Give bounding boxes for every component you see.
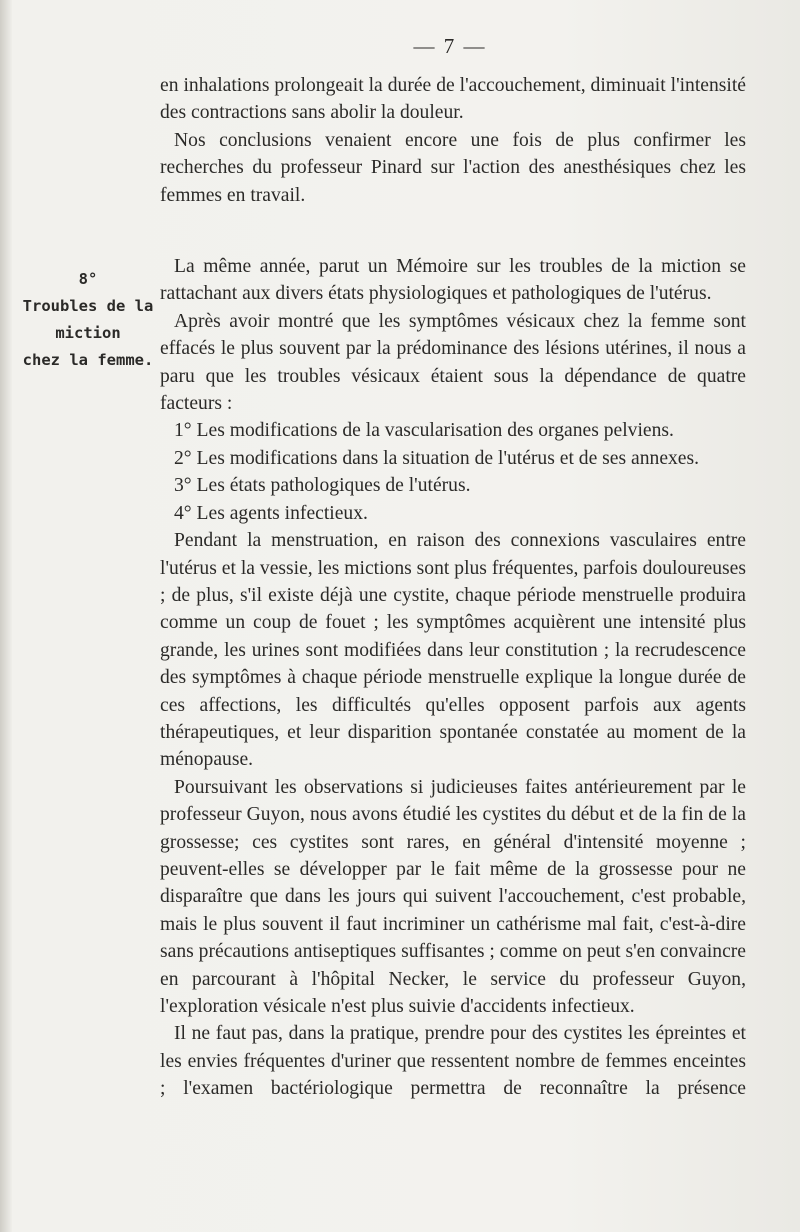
paragraph: en inhalations prolongeait la durée de l'accouchement, diminuait l'intensité des contractions sans abolir la douleur.	[160, 75, 746, 124]
margin-note-line: Troubles de la	[22, 297, 154, 315]
list-item: 1° Les modifications de la vascularisation des organes pelviens.	[174, 420, 674, 442]
margin-note-line: chez la femme.	[22, 351, 154, 369]
paragraph: La même année, parut un Mémoire sur les troubles de la miction se rattachant aux divers états physiologiques et pathologiques de l'utérus.	[160, 256, 746, 305]
paragraph: Pendant la menstruation, en raison des connexions vasculaires entre l'utérus et la vessie, les mictions sont plus fréquentes, parfois douloureuses ; de plus, s'il existe déjà une cystite, chaque période menstruelle produira comme un coup de fouet ; les symptômes acquièrent une intensité plus grande, les urines sont modifiées dans leur constitution ; la recrudescence des symptômes à chaque période menstruelle explique la longue durée de ces affections, les difficultés qu'elles opposent parfois aux agents thérapeutiques, et leur disparition spontanée constatée au moment de la ménopause.	[160, 530, 746, 771]
paragraph: Nos conclusions venaient encore une fois de plus confirmer les recherches du professeur Pinard sur l'action des anesthésiques chez les femmes en travail.	[160, 129, 746, 206]
list-item: 4° Les agents infectieux.	[174, 502, 368, 524]
margin-note-number: 8°	[78, 270, 98, 288]
margin-note	[18, 266, 158, 374]
paragraph: Poursuivant les observations si judicieuses faites antérieurement par le professeur Guyon, nous avons étudié les cystites du début et de la fin de la grossesse; ces cystites sont rares, en général d'intensité moyenne ; peuvent-elles se développer par le fait même de la grossesse pour ne disparaître que dans les jours qui suivent l'accouchement, c'est probable, mais le plus souvent il faut incriminer un cathérisme mal fait, c'est-à-dire sans précautions antiseptiques suffisantes ; comme on peut s'en convaincre en parcourant à l'hôpital Necker, le service du professeur Guyon, l'exploration vésicale n'est plus suivie d'accidents infectieux.	[160, 776, 746, 1017]
body-text	[160, 72, 746, 1103]
list-item: 2° Les modifications dans la situation de l'utérus et de ses annexes.	[174, 447, 700, 469]
page-binding-edge	[0, 0, 12, 1232]
page-number: — 7 —	[413, 34, 487, 58]
list-item: 3° Les états pathologiques de l'utérus.	[174, 475, 471, 497]
paragraph: Il ne faut pas, dans la pratique, prendre pour des cystites les épreintes et les envies fréquentes d'uriner que ressentent nombre de femmes enceintes ; l'examen bactériologique permettra de reconnaître la présence	[160, 1023, 746, 1100]
margin-note-line: miction	[55, 324, 121, 342]
paragraph: Après avoir montré que les symptômes vésicaux chez la femme sont effacés le plus souvent par la prédominance des lésions utérines, il nous a paru que les troubles vésicaux étaient sous la dépendance de quatre facteurs :	[160, 310, 746, 415]
